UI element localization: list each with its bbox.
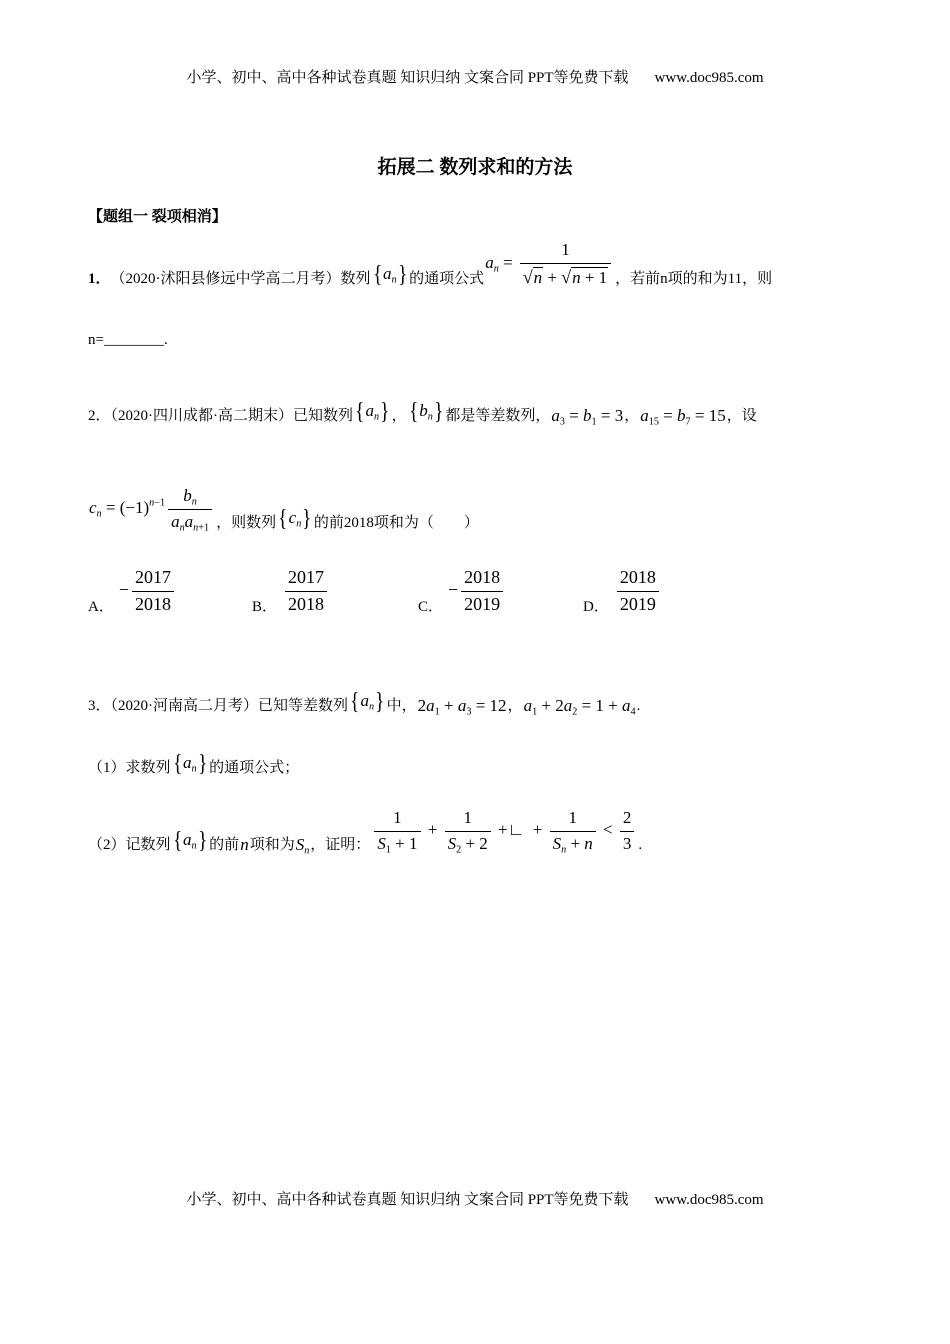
math-variable: n [191,840,197,852]
question-text: . [636,698,641,714]
math-symbol: = [564,406,584,425]
math-variable: a [622,696,631,715]
math-brace: { [355,399,365,425]
fraction-numerator [550,809,596,832]
math-variable: n [96,508,102,520]
math-variable: a [360,691,370,710]
math-brace: { [372,262,382,289]
formula [613,568,663,617]
math-symbol: = (−1) [101,498,150,518]
question-text: ，则数列 [216,515,277,532]
question-text: 的前 [209,837,240,854]
math-symbol: 2018 [464,567,501,587]
math-symbol: = 1 + [577,696,623,715]
math-subscript [428,412,433,423]
radicand [571,267,608,288]
formula [281,568,331,617]
problem-3-part-2 [88,809,642,855]
math-symbol: 2017 [288,567,325,587]
math-subscript [374,412,379,423]
fraction-denominator [520,264,611,288]
question-text: . [638,837,643,854]
math-variable: n [584,833,593,853]
fraction-denominator [285,592,327,615]
formula [447,568,507,617]
math-symbol: −1 [154,497,166,509]
math-fraction [132,568,174,615]
math-variable: a [183,830,192,850]
math-brace: } [375,689,385,715]
math-brace: } [397,262,408,289]
formula [353,400,392,426]
radicand [533,267,544,288]
question-text: ，证明： [310,837,371,854]
question-text: （1）求数列 [88,760,171,776]
math-symbol: = 15 [690,406,726,425]
math-brace: { [172,751,182,777]
formula [276,507,314,533]
fraction-denominator [132,592,174,615]
math-variable: b [583,406,592,425]
math-variable: n [561,844,567,856]
problem-1-statement [88,241,772,289]
fraction-numerator [168,487,212,510]
formula [295,836,311,855]
math-symbol: 3 [559,416,565,428]
math-variable: n [191,763,197,775]
math-fraction [445,808,491,856]
math-variable: b [419,401,428,420]
math-symbol: 3 [622,833,632,853]
math-brace: { [172,828,182,855]
formula [407,400,446,426]
math-subscript [193,522,209,533]
option-letter: D． [583,598,609,615]
fraction-numerator [620,809,635,832]
math-brace: { [278,506,288,533]
math-brace: } [197,828,208,855]
math-subscript [304,846,309,857]
math-variable: a [171,511,180,531]
math-variable: n [427,411,433,423]
question-text: 的前2018项和为（ ） [313,515,479,532]
fraction-numerator [617,568,659,592]
problem-3-part-1 [88,752,299,778]
math-variable: n [191,496,197,508]
math-superscript [149,497,165,508]
math-fraction [461,568,503,615]
page-header [0,68,950,88]
math-variable: n [374,411,380,423]
math-variable: n [493,263,499,275]
math-symbol: 2018 [619,567,656,587]
math-variable: S [447,833,457,853]
math-symbol: 1 [532,706,538,718]
formula [484,241,615,289]
formula [88,487,216,533]
formula [417,697,508,716]
math-symbol: 1 [568,808,577,827]
math-variable: S [295,835,305,855]
problem-2-statement [88,400,757,426]
math-symbol: 2019 [464,593,501,614]
question-text: （2020·沭阳县修远中学高二月考）数列 [110,271,371,288]
option-value [613,568,663,617]
radical-sign: √ [561,266,572,287]
math-symbol: 2 [572,706,578,718]
math-variable: n [179,522,185,534]
option-d [583,568,663,617]
math-fraction [285,568,327,615]
math-symbol: − [448,579,459,600]
option-value [281,568,331,617]
math-symbol: 2018 [288,593,325,614]
footer-text: 小学、初中、高中各种试卷真题 知识归纳 文案合同 PPT等免费下载 [186,1192,629,1208]
math-subscript [392,275,397,286]
math-variable: c [288,508,297,528]
question-text: 的通项公式； [209,760,300,776]
section-label: 【题组一 裂项相消】 [88,209,227,225]
question-text: ，若前n项的和为11，则 [615,271,773,288]
formula [523,697,637,716]
fraction-numerator [445,809,491,832]
math-variable: S [552,833,562,853]
fraction-denominator [461,592,503,615]
math-variable: a [551,406,560,425]
question-text: （2）记数列 [88,837,171,854]
math-variable: n [304,845,310,857]
page-title: 拓展二 数列求和的方法 [377,157,573,178]
math-symbol: + [543,267,562,287]
option-value [447,568,507,617]
math-symbol: − [118,579,129,600]
question-text: ， [391,408,407,424]
math-subscript [649,417,659,428]
math-variable: a [485,253,494,273]
question-text: ， [624,408,640,424]
math-variable: n [369,701,375,713]
question-text: n=________. [88,332,168,348]
option-letter: A． [88,598,114,615]
formula [118,568,178,617]
math-symbol: 1 [591,416,597,428]
option-letter: B． [252,598,278,615]
option-c [418,568,507,617]
problem-1-answer-blank [88,330,168,350]
math-variable: a [383,264,392,284]
math-symbol: = 12 [471,696,507,715]
math-fraction [617,568,659,615]
problem-3-statement [88,690,640,716]
math-fraction [374,808,420,856]
formula [639,407,726,426]
fraction-numerator [374,809,420,832]
formula [239,836,250,855]
math-variable: b [183,486,192,505]
math-brace: } [302,506,312,533]
math-variable: a [183,753,192,772]
math-variable: S [377,833,386,853]
math-symbol: 4 [630,706,636,718]
option-a [88,568,178,617]
math-symbol: + 1 [390,833,418,853]
math-brace: } [380,399,390,425]
math-symbol: 1 [385,844,391,856]
math-brace: } [433,399,444,425]
math-symbol: +1 [198,522,210,534]
math-fraction [520,241,611,287]
math-variable: c [89,498,97,518]
math-subscript [296,519,301,530]
fraction-denominator [374,832,420,854]
math-symbol: 7 [685,416,691,428]
math-symbol: 1 [561,240,570,259]
fraction-denominator [168,510,212,532]
footer-url: www.doc985.com [654,1192,764,1208]
math-variable: a [426,696,435,715]
square-root [523,267,543,288]
math-symbol: 2017 [135,567,171,587]
math-variable: a [523,696,533,715]
math-subscript [192,497,197,508]
math-symbol: 1 [463,808,472,827]
problem-number: 1． [88,271,111,288]
formula [171,752,210,778]
math-symbol: + 1 [580,267,608,287]
fraction-denominator [550,832,596,854]
math-symbol: 2019 [619,593,656,614]
fraction-denominator [617,592,659,615]
math-brace: } [197,751,208,777]
math-symbol: + 2 [537,696,564,715]
math-variable: a [365,401,375,420]
math-symbol: + [566,833,585,853]
math-variable: n [149,497,155,509]
math-fraction [168,486,212,534]
math-variable: n [296,518,302,530]
header-url: www.doc985.com [654,70,764,86]
math-symbol: = [658,406,678,425]
math-variable: n [391,275,397,286]
question-text: 3．（2020·河南高二月考）已知等差数列 [88,698,348,714]
math-variable: n [572,267,581,287]
fraction-numerator [132,568,174,592]
option-value [118,568,178,617]
math-variable: n [193,522,199,534]
problem-2-statement-cont [88,487,479,533]
math-symbol: + 2 [461,833,488,853]
question-text: 的通项公式 [409,271,485,288]
header-text: 小学、初中、高中各种试卷真题 知识归纳 文案合同 PPT等免费下载 [186,70,629,86]
option-b [252,568,331,617]
math-symbol: < [598,820,617,840]
fraction-numerator [520,241,611,264]
question-text: 2．（2020·四川成都·高二期末）已知数列 [88,408,353,424]
math-symbol: = [498,253,517,273]
question-text: ，设 [726,408,757,424]
math-variable: a [563,696,573,715]
math-symbol: 1 [393,808,402,827]
math-brace: { [350,689,360,715]
math-symbol: + [439,696,458,715]
fraction-denominator [445,832,491,854]
formula [371,263,410,289]
formula [550,407,624,426]
math-symbol: 2018 [135,593,171,614]
math-fraction [550,808,596,856]
math-symbol: 2 [456,844,462,856]
math-variable: a [457,696,467,715]
math-symbol: = 3 [596,406,624,425]
math-symbol: 1 [434,706,440,718]
formula [370,809,638,855]
math-subscript [192,764,197,775]
math-variable: n [533,267,543,287]
math-brace: { [408,399,419,425]
math-variable: b [677,406,686,425]
math-symbol: 2 [622,808,632,827]
question-text: 中， [386,698,417,714]
math-fraction [620,809,635,853]
fraction-denominator [620,832,635,854]
math-symbol: 2 [417,696,427,715]
question-text: 项和为 [249,837,295,854]
formula [171,829,210,855]
formula [348,690,387,716]
page-footer [0,1190,950,1210]
math-variable: a [184,511,194,531]
option-letter: C． [418,598,444,615]
fraction-numerator [285,568,327,592]
math-subscript [369,702,374,713]
question-text: 都是等差数列， [445,408,551,424]
math-variable: a [640,406,649,425]
square-root [561,267,608,288]
math-subscript [192,841,197,852]
fraction-numerator [461,568,503,592]
radical-sign: √ [522,266,533,287]
math-symbol: 15 [648,416,659,428]
math-symbol: + [423,820,442,840]
question-text: ， [507,698,523,714]
math-symbol: +∟ + [493,820,547,840]
math-variable: n [240,835,249,855]
math-symbol: 3 [466,706,472,718]
math-subscript [631,707,636,718]
